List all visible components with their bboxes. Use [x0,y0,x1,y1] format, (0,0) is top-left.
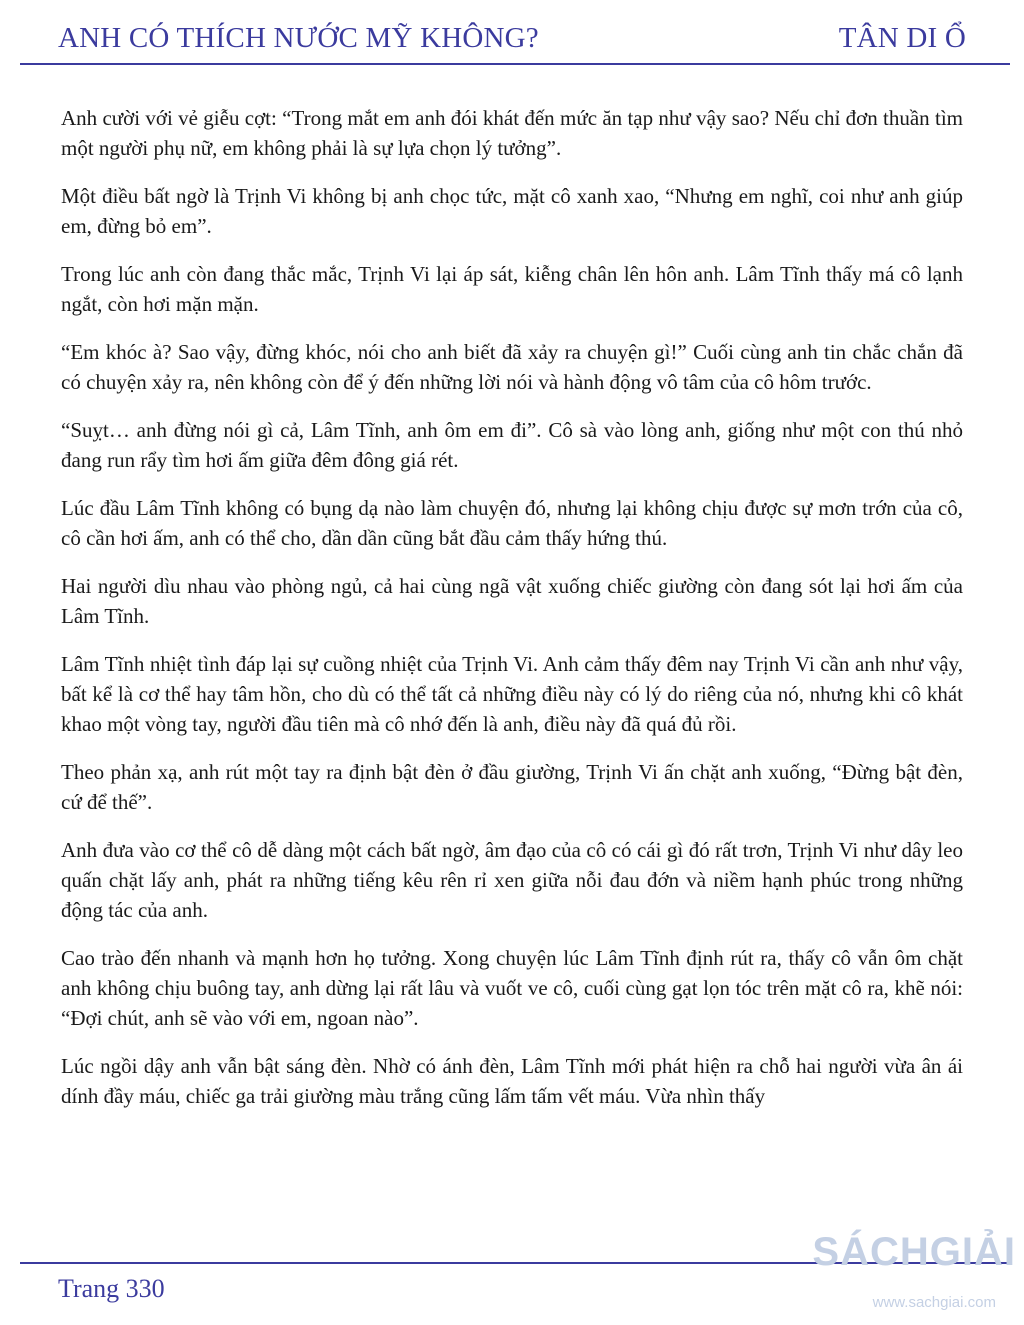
paragraph: Cao trào đến nhanh và mạnh hơn họ tưởng. Xong chuyện lúc Lâm Tĩnh định rút ra, thấy cô vẫn ôm chặt anh không chịu buông tay, anh dừng lại rất lâu và vuốt ve cô, cuối cùng gạt lọn tóc trên mặt cô ra, khẽ nói: “Đợi chút, anh sẽ vào với em, ngoan nào”. [61,946,963,1030]
paragraph: Lúc đầu Lâm Tĩnh không có bụng dạ nào làm chuyện đó, nhưng lại không chịu được sự mơn trớn của cô, cô cần hơi ấm, anh có thể cho, dần dần cũng bắt đầu cảm thấy hứng thú. [61,496,963,550]
paragraph: Lâm Tĩnh nhiệt tình đáp lại sự cuồng nhiệt của Trịnh Vi. Anh cảm thấy đêm nay Trịnh Vi cần anh như vậy, bất kể là cơ thể hay tâm hồn, cho dù có thể tất cả những điều này có lý do riêng của nó, nhưng khi cô khát khao một vòng tay, người đầu tiên mà cô nhớ đến là anh, điều này đã quá đủ rồi. [61,652,963,736]
paragraph: Anh đưa vào cơ thể cô dễ dàng một cách bất ngờ, âm đạo của cô có cái gì đó rất trơn, Trịnh Vi như dây leo quấn chặt lấy anh, phát ra những tiếng kêu rên rỉ xen giữa nỗi đau đớn và niềm hạnh phúc trong những động tác của anh. [61,838,963,922]
paragraph: Anh cười với vẻ giễu cợt: “Trong mắt em anh đói khát đến mức ăn tạp như vậy sao? Nếu chỉ đơn thuần tìm một người phụ nữ, em không phải là sự lựa chọn lý tưởng”. [61,106,963,160]
paragraph: Một điều bất ngờ là Trịnh Vi không bị anh chọc tức, mặt cô xanh xao, “Nhưng em nghĩ, coi như anh giúp em, đừng bỏ em”. [61,184,963,238]
paragraph: “Suỵt… anh đừng nói gì cả, Lâm Tĩnh, anh ôm em đi”. Cô sà vào lòng anh, giống như một con thú nhỏ đang run rẩy tìm hơi ấm giữa đêm đông giá rét. [61,418,963,472]
header-divider [20,63,1010,65]
page-body [61,103,963,1129]
paragraph: “Em khóc à? Sao vậy, đừng khóc, nói cho anh biết đã xảy ra chuyện gì!” Cuối cùng anh tin chắc chắn đã có chuyện xảy ra, nên không còn để ý đến những lời nói và hành động vô tâm của cô hôm trước. [61,340,963,394]
paragraph: Trong lúc anh còn đang thắc mắc, Trịnh Vi lại áp sát, kiễng chân lên hôn anh. Lâm Tĩnh thấy má cô lạnh ngắt, còn hơi mặn mặn. [61,262,963,316]
book-title: ANH CÓ THÍCH NƯỚC MỸ KHÔNG? [58,22,539,54]
watermark [812,1230,1016,1320]
paragraph: Lúc ngồi dậy anh vẫn bật sáng đèn. Nhờ có ánh đèn, Lâm Tĩnh mới phát hiện ra chỗ hai người vừa ân ái dính đầy máu, chiếc ga trải giường màu trắng cũng lấm tấm vết máu. Vừa nhìn thấy [61,1054,963,1108]
watermark-url: www.sachgiai.com [872,1294,996,1311]
page-header [58,14,966,64]
book-author: TÂN DI Ổ [838,22,966,54]
paragraph: Theo phản xạ, anh rút một tay ra định bật đèn ở đầu giường, Trịnh Vi ấn chặt anh xuống, “Đừng bật đèn, cứ để thế”. [61,760,963,814]
page-number: Trang 330 [58,1274,165,1303]
watermark-logo: SÁCHGIẢI [812,1230,1016,1274]
paragraph: Hai người dìu nhau vào phòng ngủ, cả hai cùng ngã vật xuống chiếc giường còn đang sót lại hơi ấm của Lâm Tĩnh. [61,574,963,628]
